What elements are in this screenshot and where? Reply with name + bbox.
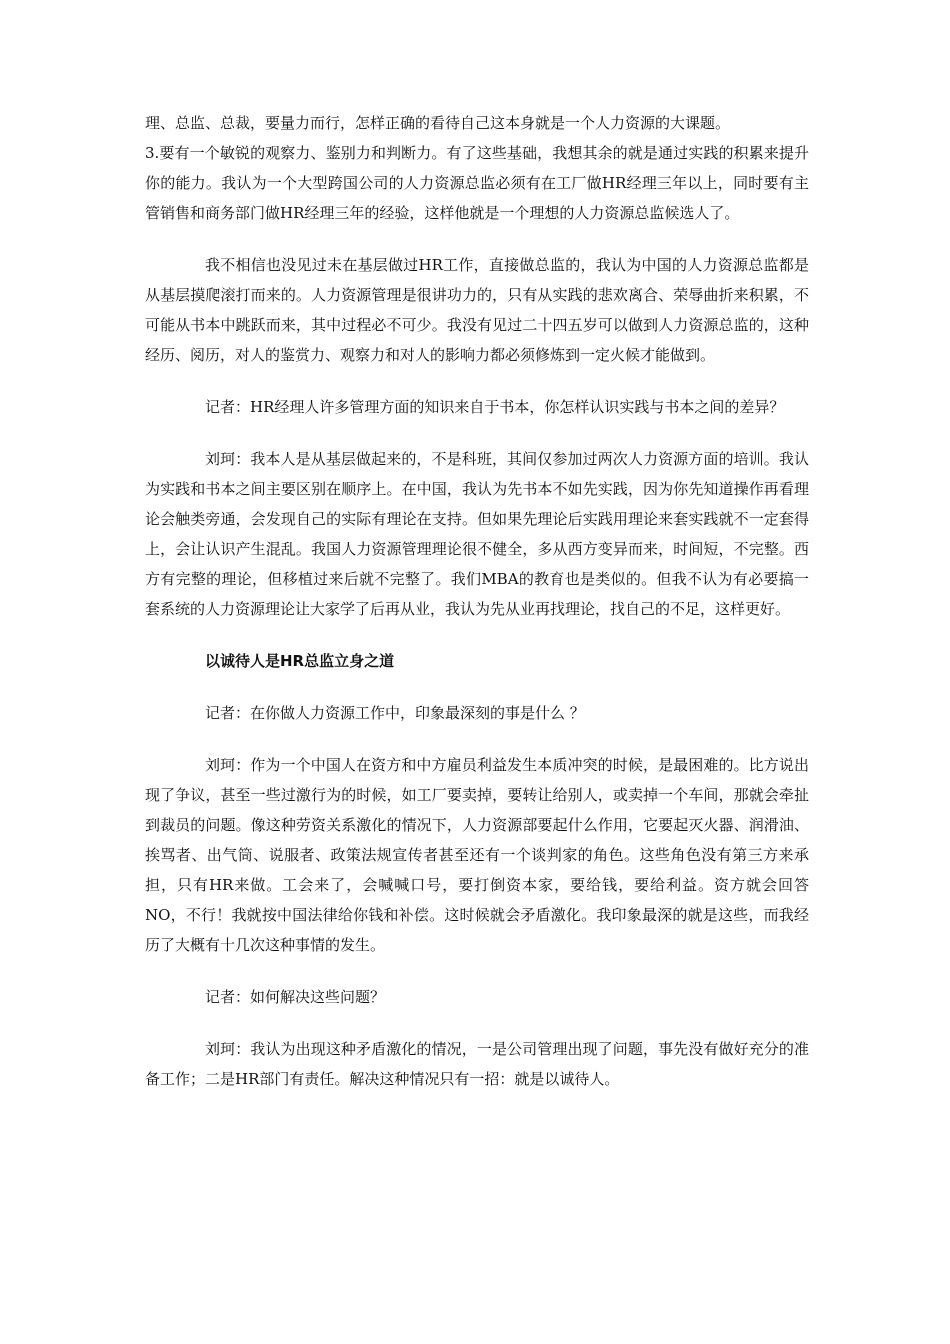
paragraph-continuation: 理、总监、总裁，要量力而行，怎样正确的看待自己这本身就是一个人力资源的大课题。 xyxy=(145,114,731,132)
paragraph-answer-1: 刘珂：我本人是从基层做起来的，不是科班，其间仅参加过两次人力资源方面的培训。我认为实践和书本之间主要区别在顺序上。在中国，我认为先书本不如先实践，因为你先知道操作再看理论会触类旁通，会发现自己的实际有理论在支持。但如果先理论后实践用理论来套实践就不一定套得上，会让认识产生混乱。我国人力资源管理理论很不健全，多从西方变异而来，时间短，不完整。西方有完整的理论，但移植过来后就不完整了。我们MBA的教育也是类似的。但我不认为有必要搞一套系统的人力资源理论让大家学了后再从业，我认为先从业再找理论，找自己的不足，这样更好。 xyxy=(145,450,809,618)
paragraph-point-3: 3.要有一个敏锐的观察力、鉴别力和判断力。有了这些基础，我想其余的就是通过实践的积累来提升你的能力。我认为一个大型跨国公司的人力资源总监必须有在工厂做HR经理三年以上，同时要有主管销售和商务部门做HR经理三年的经验，这样他就是一个理想的人力资源总监候选人了。 xyxy=(145,144,809,222)
paragraph-reporter-question-3: 记者：如何解决这些问题？ xyxy=(205,988,386,1006)
paragraph-grassroots: 我不相信也没见过未在基层做过HR工作，直接做总监的，我认为中国的人力资源总监都是从基层摸爬滚打而来的。人力资源管理是很讲功力的，只有从实践的悲欢离合、荣辱曲折来积累，不可能从书本中跳跃而来，其中过程必不可少。我没有见过二十四五岁可以做到人力资源总监的，这种经历、阅历，对人的鉴赏力、观察力和对人的影响力都必须修炼到一定火候才能做到。 xyxy=(145,256,809,364)
paragraph-answer-2: 刘珂：作为一个中国人在资方和中方雇员利益发生本质冲突的时候，是最困难的。比方说出现了争议，甚至一些过激行为的时候，如工厂要卖掉，要转让给别人，或卖掉一个车间，那就会牵扯到裁员的问题。像这种劳资关系激化的情况下，人力资源部要起什么作用，它要起灭火器、润滑油、挨骂者、出气筒、说服者、政策法规宣传者甚至还有一个谈判家的角色。这些角色没有第三方来承担，只有HR来做。工会来了，会喊喊口号，要打倒资本家，要给钱，要给利益。资方就会回答NO，不行！我就按中国法律给你钱和补偿。这时候就会矛盾激化。我印象最深的就是这些，而我经历了大概有十几次这种事情的发生。 xyxy=(145,756,809,954)
paragraph-answer-3: 刘珂：我认为出现这种矛盾激化的情况，一是公司管理出现了问题，事先没有做好充分的准备工作；二是HR部门有责任。解决这种情况只有一招：就是以诚待人。 xyxy=(145,1040,809,1088)
paragraph-reporter-question-1: 记者：HR经理人许多管理方面的知识来自于书本，你怎样认识实践与书本之间的差异？ xyxy=(205,398,785,416)
section-heading: 以诚待人是HR总监立身之道 xyxy=(205,652,395,670)
paragraph-reporter-question-2: 记者：在你做人力资源工作中，印象最深刻的事是什么 ？ xyxy=(205,704,585,722)
document-page xyxy=(145,108,809,1116)
